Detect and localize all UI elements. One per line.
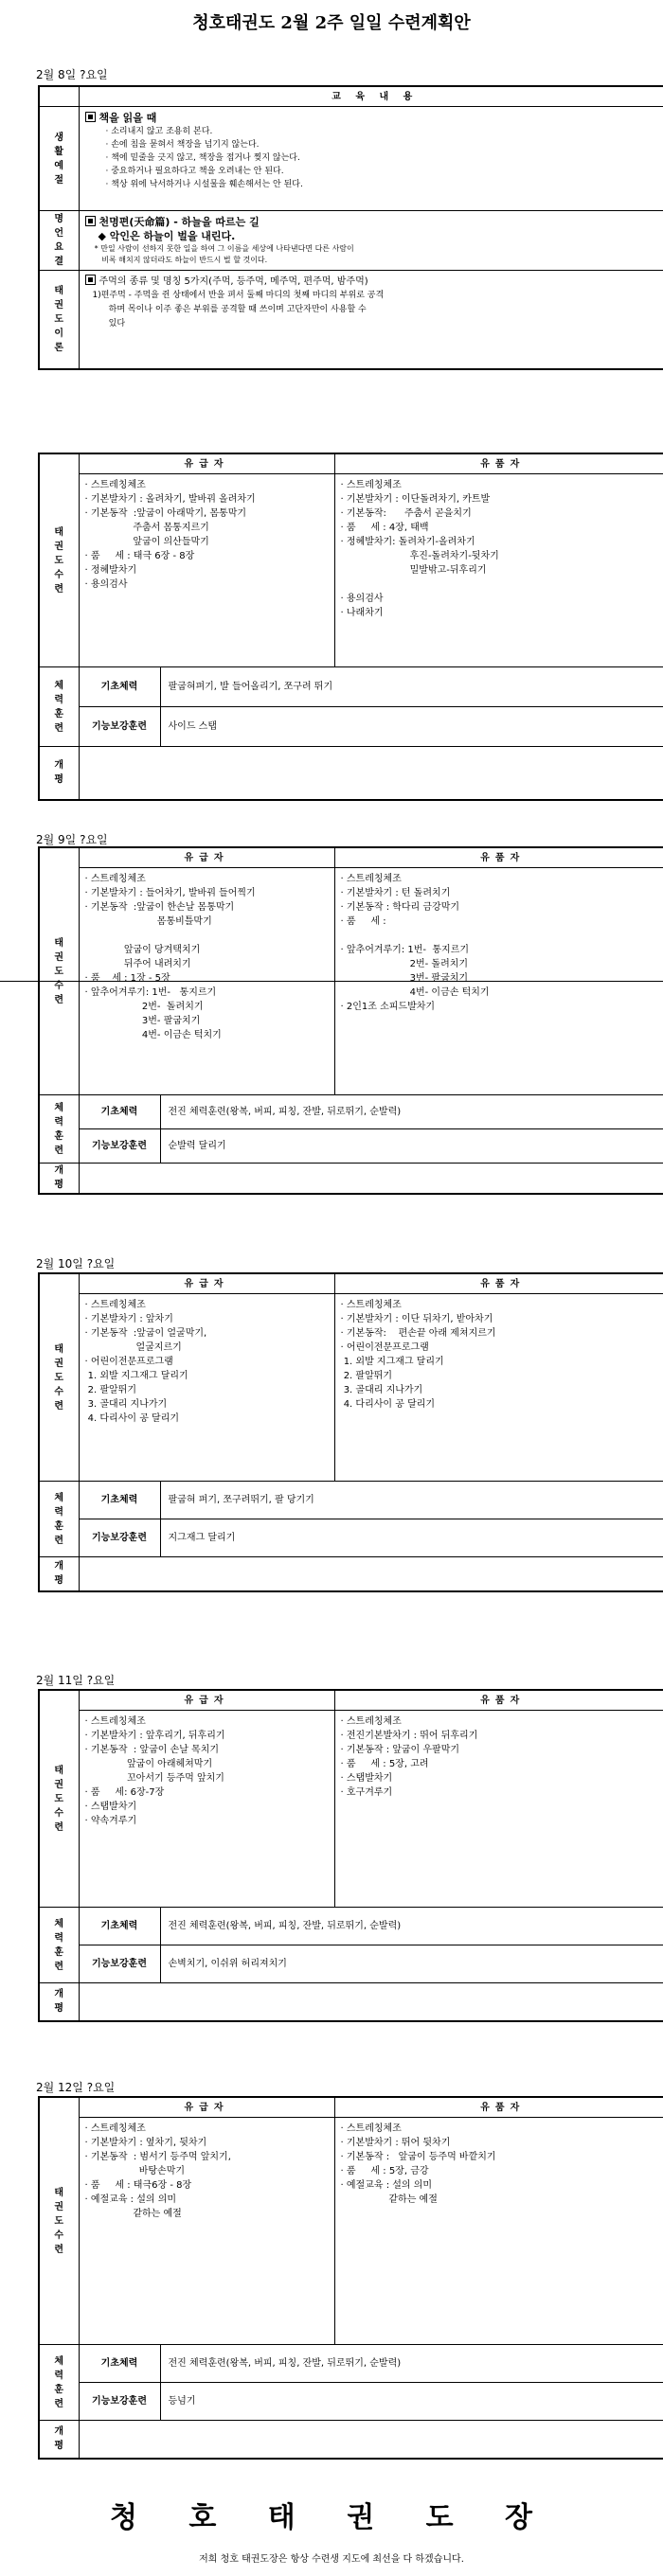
day1-life-text: · 소리내지 않고 조용히 본다. · 손에 침을 묻혀서 책장을 넘기지 않는다. · 책에 밑줄을 긋지 않고, 책장을 접거나 찢지 않는다. · 중요하거나 필요하다고 책을 오려내는 안 된다. · 책상 위에 낙서하거나 시설물을 훼손해서는 안 된다.: [105, 127, 303, 189]
day3-fitness-text: 팔굽혀 펴기, 쪼구려뛰기, 팔 당기기: [160, 1482, 663, 1519]
day1-life-cell: [79, 107, 663, 211]
day4-date: 2월 11일 ?요일: [36, 1674, 116, 1687]
day4-dan-header: 유품자: [334, 1690, 663, 1711]
day2-date: 2월 9일 ?요일: [36, 833, 108, 846]
day3-kup-text: · 스트레칭체조 · 기본발차기 : 앞차기 · 기본동작 :앞굽이 얼굴막기, 얼굴지르기 · 어린이전문프로그램 1. 외발 지그재그 달리기 2. 팔알뛰기 3. 골대리 지나가기 4. 다리사이 공 달리기: [79, 1294, 334, 1482]
square-bullet-icon: [85, 216, 96, 226]
day4-skill-text: 손벽치기, 이쉬위 허리져치기: [160, 1945, 663, 1983]
day4-training-table: [38, 1689, 663, 2022]
day4-dan-text: · 스트레칭체조 · 전진기본발차기 : 뛰어 뒤후리기 · 기본동작 : 앞굽이 우팔막기 · 품 세 : 5장, 고려 · 스탭발차기 · 호구겨루기: [334, 1711, 663, 1908]
day1-training-table: [38, 453, 663, 801]
day3-skill-label: 기능보강훈련: [79, 1519, 160, 1557]
day2-training-table: [38, 846, 663, 1195]
day3-dan-text: · 스트레칭체조 · 기본발차기 : 이단 뒤차기, 받아차기 · 기본동작: 편손끝 아래 제쳐지르기 · 어린이전문프로그램 1. 외발 지그재그 달리기 2. 팔알뛰기 3. 골대리 지나가기 4. 다리사이 공 달리기: [334, 1294, 663, 1482]
day1-eval-text: [79, 747, 663, 800]
day1-skill-text: 사이드 스탭: [160, 707, 663, 747]
day2-dan-header: 유품자: [334, 847, 663, 868]
day2-eval-label: 개 평: [39, 1164, 79, 1194]
day4-kup-text: · 스트레칭체조 · 기본발차기 : 앞후리기, 뒤후리기 · 기본동작 : 앞굽이 손날 목치기 앞굽이 아래헤쳐막기 꼬아서기 등주먹 앞치기 · 품 세: 6장-7장 · 스탭발차기 · 약속겨루기: [79, 1711, 334, 1908]
day3-kup-header: 유급자: [79, 1273, 334, 1294]
day2-train-label: 태 권 도 수 련: [39, 847, 79, 1095]
square-bullet-icon: [85, 112, 96, 122]
day1-quote-cell: [79, 211, 663, 271]
day5-eval-cell: [79, 2421, 663, 2459]
day5-train-label: 태 권 도 수 련: [39, 2097, 79, 2345]
day4-fitness-text: 전진 체력훈련(왕복, 버피, 피칭, 잔발, 뒤로뛰기, 순발력): [160, 1908, 663, 1945]
day2-dan-text: · 스트레칭체조 · 기본발차기 : 턴 돌려치기 · 기본동작 : 학다리 금강막기 · 품 세 : · 앞추어겨루기: 1번- 통지르기 2번- 돌려치기 3번- 팔굽치기 4번- 이금손 턱치기 · 2인1조 소피드발차기: [334, 868, 663, 1095]
day3-skill-text: 지그재그 달리기: [160, 1519, 663, 1557]
day2-kup-header: 유급자: [79, 847, 334, 868]
day2-fitness-label: 체 력 훈 련: [39, 1095, 79, 1164]
day2-fitness-text: 전진 체력훈련(왕복, 버피, 피칭, 잔발, 뒤로뛰기, 순발력): [160, 1095, 663, 1129]
day5-dan-text: · 스트레칭체조 · 기본발차기 : 뛰어 뒷차기 · 기본동작 : 앞굽이 등주먹 바깥치기 · 품 세 : 5장, 금강 · 예절교육 : 설의 의미 같하는 예절: [334, 2118, 663, 2345]
day1-kup-header: 유급자: [79, 453, 334, 474]
day4-eval-cell: [79, 1983, 663, 2021]
day1-plan-table: [38, 85, 663, 370]
day1-train-label: 태 권 도 수 련: [39, 453, 79, 667]
day3-eval-label: 개 평: [39, 1557, 79, 1591]
day2-kup-text: · 스트레칭체조 · 기본발차기 : 들어차기, 발바꿔 들어찍기 · 기본동작 :앞굽이 한손날 몸통막기 몸통비틀막기 앞굽이 당겨택치기 뒤주어 내려치기 · 품 세 : 1장 - 5장 · 앞추어겨루기: 1번- 통지르기 2번- 돌려치기 3번- 팔굽치기 4번- 이금손 턱치기: [79, 868, 334, 1095]
day5-skill-label: 기능보강훈련: [79, 2383, 160, 2421]
day5-fitness-text: 전진 체력훈련(왕복, 버피, 피칭, 잔발, 뒤로뛰기, 순발력): [160, 2345, 663, 2383]
page-title: 청호태권도 2월 2주 일일 수련계획안: [192, 13, 471, 33]
square-bullet-icon: [85, 275, 96, 285]
day3-training-table: [38, 1272, 663, 1592]
day3-date: 2월 10일 ?요일: [36, 1257, 116, 1270]
day5-skill-text: 등넘기: [160, 2383, 663, 2421]
day5-date: 2월 12일 ?요일: [36, 2081, 116, 2094]
day2-skill-text: 순발력 달리기: [160, 1129, 663, 1164]
day1-skill-label: 기능보강훈련: [79, 707, 160, 747]
day2-eval-cell: [79, 1164, 663, 1194]
day4-kup-header: 유급자: [79, 1690, 334, 1711]
day1-theory-label: 태 권 도 이 론: [39, 271, 79, 369]
day2-fitness-small: 기초체력: [79, 1095, 160, 1129]
academy-brand: 청 호 태 권 도 장: [109, 2501, 554, 2534]
day1-fitness-text: 팔굽혀펴기, 발 들어올리기, 쪼구려 뛰기: [160, 667, 663, 707]
day1-quote-title: 천명편(天命篇) - 하늘을 따르는 길: [99, 216, 260, 228]
day1-edu-header: 교 육 내 용: [79, 86, 663, 107]
day1-fitness-small: 기초체력: [79, 667, 160, 707]
day3-train-label: 태 권 도 수 련: [39, 1273, 79, 1482]
day1-dan-header: 유품자: [334, 453, 663, 474]
day1-theory-title: 주먹의 종류 및 명칭 5가지(주먹, 등주먹, 메주먹, 편주먹, 밤주먹): [99, 276, 368, 287]
day2-skill-label: 기능보강훈련: [79, 1129, 160, 1164]
scan-divider-line: [0, 981, 663, 982]
day1-date: 2월 8일 ?요일: [36, 68, 108, 81]
day4-train-label: 태 권 도 수 련: [39, 1690, 79, 1908]
day1-dan-text: · 스트레칭체조 · 기본발차기 : 이단돌려차기, 카트발 · 기본동작: 주춤서 곧을치기 · 품 세 : 4장, 태백 · 정혜발차기: 돌려차기-올려차기 후진-돌려차기-뒷차기 밀발밖고-뒤후리기 · 용의검사 · 나래차기: [334, 474, 663, 667]
day5-kup-text: · 스트레칭체조 · 기본발차기 : 옆차기, 뒷차기 · 기본동작 : 범서기 등주먹 앞치기, 바탕손막기 · 품 세 : 태극6장 - 8장 · 예절교육 : 설의 의미 같하는 예절: [79, 2118, 334, 2345]
day3-dan-header: 유품자: [334, 1273, 663, 1294]
day5-fitness-label: 체 력 훈 련: [39, 2345, 79, 2421]
day5-fitness-small: 기초체력: [79, 2345, 160, 2383]
day5-dan-header: 유품자: [334, 2097, 663, 2118]
day1-fitness-label: 체 력 훈 련: [39, 667, 79, 747]
day1-life-label: 생 활 예 절: [39, 107, 79, 211]
day4-skill-label: 기능보강훈련: [79, 1945, 160, 1983]
day1-kup-text: · 스트레칭체조 · 기본발차기 : 올려차기, 발바꿔 올려차기 · 기본동작 :앞굽이 아래막기, 몸통막기 주춤서 몸통지르기 앞굽이 의산들막기 · 품 세 : 태극 6장 - 8장 · 정혜발차기 · 용의검사: [79, 474, 334, 667]
day3-fitness-label: 체 력 훈 련: [39, 1482, 79, 1557]
day3-fitness-small: 기초체력: [79, 1482, 160, 1519]
day4-eval-label: 개 평: [39, 1983, 79, 2021]
day1-eval-label: 개 평: [39, 747, 79, 800]
footer-note: 저희 청호 태권도장은 항상 수련생 지도에 최선을 다 하겠습니다.: [199, 2554, 464, 2565]
day1-theory-text: 1)편주먹 - 주먹을 쥔 상태에서 반을 펴서 둘째 마디의 첫째 마디의 부위로 공격 하며 목이나 이주 좋은 부위를 공격할 때 쓰이며 고단자만이 사용할 수 있다: [92, 291, 385, 329]
day1-quote-text: * 만일 사람이 선하지 못한 일을 하여 그 이름을 세상에 나타낸다면 다른 사람이 비록 해치지 않더라도 하늘이 반드시 벌 할 것이다.: [94, 244, 354, 264]
day4-fitness-label: 체 력 훈 련: [39, 1908, 79, 1983]
day1-quote-label: 명 언 요 결: [39, 211, 79, 271]
day1-life-title: 책을 읽을 때: [99, 112, 157, 124]
day4-fitness-small: 기초체력: [79, 1908, 160, 1945]
day3-eval-cell: [79, 1557, 663, 1591]
day1-theory-cell: [79, 271, 663, 369]
day5-training-table: [38, 2096, 663, 2460]
day5-kup-header: 유급자: [79, 2097, 334, 2118]
day1-quote-sub: ◆ 악인은 하늘이 벌을 내린다.: [98, 230, 236, 242]
day5-eval-label: 개 평: [39, 2421, 79, 2459]
